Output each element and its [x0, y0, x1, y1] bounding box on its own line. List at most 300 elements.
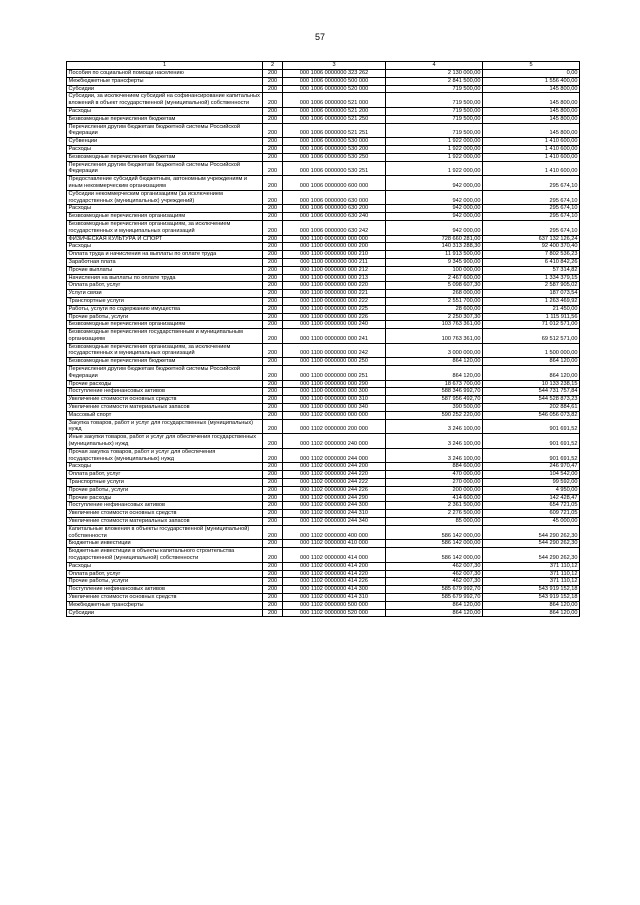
budget-classification-code: 000 1102 0000000 500 000: [283, 601, 386, 609]
table-row: [67, 570, 580, 578]
executed-amount: 1 500 000,00: [483, 343, 580, 358]
table-row: [67, 479, 580, 487]
executed-amount: 202 884,61: [483, 404, 580, 412]
approved-amount: 103 763 361,00: [386, 321, 483, 329]
approved-amount: 18 673 700,00: [386, 380, 483, 388]
budget-classification-code: 000 1100 0000000 000 300: [283, 388, 386, 396]
budget-classification-code: 000 1100 0000000 000 225: [283, 305, 386, 313]
executed-amount: 544 290 262,30: [483, 548, 580, 563]
table-row: [67, 161, 580, 176]
executed-amount: 6 410 842,26: [483, 258, 580, 266]
table-row: [67, 562, 580, 570]
row-code-line: 200: [263, 190, 283, 205]
approved-amount: 1 922 000,00: [386, 153, 483, 161]
row-label: Субсидии: [67, 85, 263, 93]
budget-classification-code: 000 1006 0000000 630 200: [283, 205, 386, 213]
row-label: Безвозмездные перечисления государственным и муниципальным организациям: [67, 329, 263, 344]
row-label: Предоставление субсидий бюджетным, автономным учреждениям и иным некоммерческим организациям: [67, 176, 263, 191]
row-label: Поступление нефинансовых активов: [67, 502, 263, 510]
row-code-line: 200: [263, 329, 283, 344]
row-code-line: 200: [263, 93, 283, 108]
approved-amount: 85 000,00: [386, 518, 483, 526]
table-row: [67, 313, 580, 321]
row-code-line: 200: [263, 358, 283, 366]
executed-amount: 1 556 400,00: [483, 77, 580, 85]
row-code-line: 200: [263, 290, 283, 298]
budget-classification-code: 000 1100 0000000 000 251: [283, 366, 386, 381]
table-row: [67, 297, 580, 305]
executed-amount: 371 110,12: [483, 562, 580, 570]
row-label: Прочие работы, услуги: [67, 578, 263, 586]
approved-amount: 942 000,00: [386, 176, 483, 191]
budget-classification-code: 000 1102 0000000 414 000: [283, 548, 386, 563]
executed-amount: 371 110,12: [483, 578, 580, 586]
row-label: Межбюджетные трансферты: [67, 77, 263, 85]
row-code-line: 200: [263, 235, 283, 243]
table-row: [67, 85, 580, 93]
row-code-line: 200: [263, 411, 283, 419]
approved-amount: 268 000,00: [386, 290, 483, 298]
executed-amount: 0,00: [483, 70, 580, 78]
row-code-line: 200: [263, 138, 283, 146]
approved-amount: 719 500,00: [386, 123, 483, 138]
row-label: Увеличение стоимости основных средств: [67, 593, 263, 601]
budget-classification-code: 000 1100 0000000 000 222: [283, 297, 386, 305]
row-code-line: 200: [263, 463, 283, 471]
executed-amount: 901 691,52: [483, 434, 580, 449]
table-row: [67, 70, 580, 78]
budget-classification-code: 000 1102 0000000 244 340: [283, 518, 386, 526]
approved-amount: 942 000,00: [386, 213, 483, 221]
budget-classification-code: 000 1100 0000000 000 250: [283, 358, 386, 366]
row-code-line: 200: [263, 366, 283, 381]
executed-amount: 1 410 600,00: [483, 153, 580, 161]
budget-classification-code: 000 1006 0000000 600 000: [283, 176, 386, 191]
table-row: [67, 510, 580, 518]
budget-classification-code: 000 1006 0000000 630 000: [283, 190, 386, 205]
row-code-line: 200: [263, 258, 283, 266]
budget-classification-code: 000 1102 0000000 200 000: [283, 419, 386, 434]
column-header: 1: [67, 62, 263, 70]
budget-classification-code: 000 1100 0000000 000 211: [283, 258, 386, 266]
row-label: Поступление нефинансовых активов: [67, 388, 263, 396]
approved-amount: 586 142 000,00: [386, 540, 483, 548]
budget-classification-code: 000 1100 0000000 000 000: [283, 235, 386, 243]
executed-amount: 104 542,00: [483, 471, 580, 479]
budget-classification-code: 000 1102 0000000 410 000: [283, 540, 386, 548]
approved-amount: 462 007,30: [386, 562, 483, 570]
executed-amount: 1 410 600,00: [483, 161, 580, 176]
row-code-line: 200: [263, 578, 283, 586]
column-header: 4: [386, 62, 483, 70]
row-label: Капитальные вложения в объекты государственной (муниципальной) собственности: [67, 525, 263, 540]
approved-amount: 470 000,00: [386, 471, 483, 479]
approved-amount: 11 913 500,00: [386, 251, 483, 259]
budget-classification-code: 000 1006 0000000 323 262: [283, 70, 386, 78]
budget-classification-code: 000 1102 0000000 414 226: [283, 578, 386, 586]
row-code-line: 200: [263, 343, 283, 358]
row-label: Увеличение стоимости материальных запасов: [67, 404, 263, 412]
row-label: Транспортные услуги: [67, 479, 263, 487]
row-code-line: 200: [263, 77, 283, 85]
executed-amount: 901 691,52: [483, 448, 580, 463]
row-label: Бюджетные инвестиции в объекты капитального строительства государственной (муниципальной) собственности: [67, 548, 263, 563]
budget-classification-code: 000 1102 0000000 244 300: [283, 502, 386, 510]
row-code-line: 200: [263, 70, 283, 78]
row-label: Увеличение стоимости материальных запасов: [67, 518, 263, 526]
table-row: [67, 525, 580, 540]
row-code-line: 200: [263, 321, 283, 329]
executed-amount: 69 512 571,00: [483, 329, 580, 344]
approved-amount: 942 000,00: [386, 220, 483, 235]
row-label: Прочие работы, услуги: [67, 486, 263, 494]
table-row: [67, 282, 580, 290]
executed-amount: 145 800,00: [483, 123, 580, 138]
table-row: [67, 305, 580, 313]
budget-classification-code: 000 1100 0000000 000 210: [283, 251, 386, 259]
row-label: Увеличение стоимости основных средств: [67, 396, 263, 404]
row-code-line: 200: [263, 510, 283, 518]
executed-amount: 1 410 600,00: [483, 138, 580, 146]
row-label: Субвенции: [67, 138, 263, 146]
budget-classification-code: 000 1102 0000000 520 000: [283, 609, 386, 617]
budget-classification-code: 000 1102 0000000 414 220: [283, 570, 386, 578]
budget-classification-code: 000 1100 0000000 000 340: [283, 404, 386, 412]
table-row: [67, 601, 580, 609]
executed-amount: 295 674,10: [483, 205, 580, 213]
row-label: Поступление нефинансовых активов: [67, 586, 263, 594]
table-header-row: [67, 62, 580, 70]
table-row: [67, 138, 580, 146]
row-code-line: 200: [263, 282, 283, 290]
row-label: Прочие выплаты: [67, 266, 263, 274]
approved-amount: 585 679 992,70: [386, 586, 483, 594]
approved-amount: 414 600,00: [386, 494, 483, 502]
row-label: Работы, услуги по содержанию имущества: [67, 305, 263, 313]
row-code-line: 200: [263, 518, 283, 526]
approved-amount: 2 276 500,00: [386, 510, 483, 518]
table-row: [67, 548, 580, 563]
row-label: Прочая закупка товаров, работ и услуг для обеспечения государственных (муниципальных) нужд: [67, 448, 263, 463]
table-row: [67, 153, 580, 161]
approved-amount: 2 130 000,00: [386, 70, 483, 78]
table-row: [67, 388, 580, 396]
row-code-line: 200: [263, 494, 283, 502]
row-label: Массовый спорт: [67, 411, 263, 419]
row-code-line: 200: [263, 548, 283, 563]
row-code-line: 200: [263, 479, 283, 487]
budget-classification-code: 000 1006 0000000 521 250: [283, 115, 386, 123]
row-label: Расходы: [67, 145, 263, 153]
approved-amount: 585 679 992,70: [386, 593, 483, 601]
row-label: Пособия по социальной помощи населению: [67, 70, 263, 78]
executed-amount: 544 290 262,30: [483, 525, 580, 540]
executed-amount: 543 919 152,18: [483, 586, 580, 594]
page-number: 57: [314, 32, 325, 42]
approved-amount: 100 000,00: [386, 266, 483, 274]
row-code-line: 200: [263, 243, 283, 251]
budget-classification-code: 000 1100 0000000 000 240: [283, 321, 386, 329]
row-label: Безвозмездные перечисления бюджетам: [67, 358, 263, 366]
table-row: [67, 419, 580, 434]
budget-classification-code: 000 1006 0000000 530 200: [283, 145, 386, 153]
budget-classification-code: 000 1102 0000000 414 300: [283, 586, 386, 594]
table-row: [67, 411, 580, 419]
executed-amount: 295 674,10: [483, 213, 580, 221]
budget-classification-code: 000 1100 0000000 000 226: [283, 313, 386, 321]
table-row: [67, 540, 580, 548]
executed-amount: 246 970,47: [483, 463, 580, 471]
row-code-line: 200: [263, 153, 283, 161]
executed-amount: 295 674,10: [483, 220, 580, 235]
row-label: Безвозмездные перечисления организациям, за исключением государственных и муниципальных организаций: [67, 220, 263, 235]
table-row: [67, 366, 580, 381]
approved-amount: 1 922 000,00: [386, 161, 483, 176]
budget-classification-code: 000 1100 0000000 000 290: [283, 380, 386, 388]
approved-amount: 9 345 900,00: [386, 258, 483, 266]
budget-classification-code: 000 1100 0000000 000 310: [283, 396, 386, 404]
row-label: Субсидии, за исключением субсидий на софинансирование капитальных вложений в объект государственной (муниципальной) собственности: [67, 93, 263, 108]
row-label: Закупка товаров, работ и услуг для государственных (муниципальных) нужд: [67, 419, 263, 434]
approved-amount: 2 841 500,00: [386, 77, 483, 85]
table-row: [67, 471, 580, 479]
table-row: [67, 396, 580, 404]
budget-classification-code: 000 1100 0000000 000 241: [283, 329, 386, 344]
approved-amount: 270 000,00: [386, 479, 483, 487]
approved-amount: 719 500,00: [386, 115, 483, 123]
budget-classification-code: 000 1100 0000000 000 200: [283, 243, 386, 251]
table-row: [67, 243, 580, 251]
row-label: Субсидии: [67, 609, 263, 617]
approved-amount: 586 142 000,00: [386, 525, 483, 540]
approved-amount: 1 922 000,00: [386, 145, 483, 153]
table-row: [67, 448, 580, 463]
column-header: 3: [283, 62, 386, 70]
row-label: Безвозмездные перечисления организациям: [67, 321, 263, 329]
table-row: [67, 274, 580, 282]
row-code-line: 200: [263, 220, 283, 235]
budget-classification-code: 000 1102 0000000 414 200: [283, 562, 386, 570]
row-label: Прочие расходы: [67, 380, 263, 388]
row-code-line: 200: [263, 123, 283, 138]
budget-classification-code: 000 1102 0000000 240 000: [283, 434, 386, 449]
budget-classification-code: 000 1102 0000000 244 310: [283, 510, 386, 518]
row-code-line: 200: [263, 107, 283, 115]
approved-amount: 140 313 288,30: [386, 243, 483, 251]
budget-classification-code: 000 1102 0000000 244 226: [283, 486, 386, 494]
budget-classification-code: 000 1006 0000000 530 000: [283, 138, 386, 146]
row-code-line: 200: [263, 486, 283, 494]
budget-classification-code: 000 1102 0000000 400 000: [283, 525, 386, 540]
row-code-line: 200: [263, 396, 283, 404]
budget-classification-code: 000 1100 0000000 000 221: [283, 290, 386, 298]
executed-amount: 295 674,10: [483, 190, 580, 205]
table-row: [67, 77, 580, 85]
table-row: [67, 486, 580, 494]
approved-amount: 3 246 100,00: [386, 434, 483, 449]
table-row: [67, 502, 580, 510]
table-row: [67, 145, 580, 153]
approved-amount: 864 120,00: [386, 609, 483, 617]
executed-amount: 901 691,52: [483, 419, 580, 434]
table-row: [67, 321, 580, 329]
executed-amount: 4 950,00: [483, 486, 580, 494]
budget-classification-code: 000 1006 0000000 521 200: [283, 107, 386, 115]
row-label: Расходы: [67, 205, 263, 213]
approved-amount: 864 120,00: [386, 601, 483, 609]
row-code-line: 200: [263, 570, 283, 578]
row-label: Прочие расходы: [67, 494, 263, 502]
executed-amount: 544 731 757,84: [483, 388, 580, 396]
executed-amount: 145 800,00: [483, 93, 580, 108]
executed-amount: 1 334 379,15: [483, 274, 580, 282]
row-label: Безвозмездные перечисления бюджетам: [67, 115, 263, 123]
approved-amount: 462 007,30: [386, 578, 483, 586]
table-row: [67, 404, 580, 412]
executed-amount: 145 800,00: [483, 107, 580, 115]
executed-amount: 546 056 073,82: [483, 411, 580, 419]
executed-amount: 543 919 152,18: [483, 593, 580, 601]
approved-amount: 28 600,00: [386, 305, 483, 313]
row-code-line: 200: [263, 601, 283, 609]
executed-amount: 145 800,00: [483, 85, 580, 93]
approved-amount: 3 246 100,00: [386, 419, 483, 434]
row-code-line: 200: [263, 380, 283, 388]
budget-classification-code: 000 1102 0000000 244 200: [283, 463, 386, 471]
executed-amount: 864 120,00: [483, 601, 580, 609]
executed-amount: 654 721,05: [483, 502, 580, 510]
row-code-line: 200: [263, 115, 283, 123]
budget-classification-code: 000 1102 0000000 244 290: [283, 494, 386, 502]
approved-amount: 728 660 281,00: [386, 235, 483, 243]
executed-amount: 145 800,00: [483, 115, 580, 123]
approved-amount: 2 361 500,00: [386, 502, 483, 510]
row-label: Безвозмездные перечисления организациям, за исключением государственных и муниципальных организаций: [67, 343, 263, 358]
row-code-line: 200: [263, 609, 283, 617]
row-label: Оплата работ, услуг: [67, 282, 263, 290]
approved-amount: 2 467 600,00: [386, 274, 483, 282]
executed-amount: 187 073,54: [483, 290, 580, 298]
budget-classification-code: 000 1102 0000000 244 222: [283, 479, 386, 487]
row-code-line: 200: [263, 471, 283, 479]
column-header: 2: [263, 62, 283, 70]
approved-amount: 864 120,00: [386, 366, 483, 381]
table-row: [67, 434, 580, 449]
approved-amount: 1 922 000,00: [386, 138, 483, 146]
executed-amount: 10 133 238,15: [483, 380, 580, 388]
executed-amount: 71 012 571,00: [483, 321, 580, 329]
table-row: [67, 205, 580, 213]
budget-classification-code: 000 1102 0000000 000 000: [283, 411, 386, 419]
approved-amount: 590 252 220,00: [386, 411, 483, 419]
table-row: [67, 115, 580, 123]
row-label: Безвозмездные перечисления организациям: [67, 213, 263, 221]
budget-classification-code: 000 1100 0000000 000 242: [283, 343, 386, 358]
executed-amount: 7 802 536,23: [483, 251, 580, 259]
row-code-line: 200: [263, 205, 283, 213]
row-label: Начисления на выплаты по оплате труда: [67, 274, 263, 282]
row-code-line: 200: [263, 502, 283, 510]
row-code-line: 200: [263, 266, 283, 274]
approved-amount: 884 600,00: [386, 463, 483, 471]
approved-amount: 3 246 100,00: [386, 448, 483, 463]
row-label: Увеличение стоимости основных средств: [67, 510, 263, 518]
approved-amount: 719 500,00: [386, 85, 483, 93]
budget-classification-code: 000 1006 0000000 530 250: [283, 153, 386, 161]
approved-amount: 942 000,00: [386, 205, 483, 213]
executed-amount: 637 132 126,24: [483, 235, 580, 243]
table-row: [67, 176, 580, 191]
row-code-line: 200: [263, 586, 283, 594]
approved-amount: 2 250 307,30: [386, 313, 483, 321]
table-row: [67, 463, 580, 471]
budget-classification-code: 000 1006 0000000 521 251: [283, 123, 386, 138]
table-row: [67, 586, 580, 594]
executed-amount: 45 000,00: [483, 518, 580, 526]
executed-amount: 864 120,00: [483, 609, 580, 617]
executed-amount: 92 400 370,40: [483, 243, 580, 251]
table-row: [67, 220, 580, 235]
table-row: [67, 329, 580, 344]
row-label: Оплата работ, услуг: [67, 570, 263, 578]
row-code-line: 200: [263, 145, 283, 153]
row-code-line: 200: [263, 448, 283, 463]
approved-amount: 587 956 492,70: [386, 396, 483, 404]
row-code-line: 200: [263, 388, 283, 396]
table-row: [67, 266, 580, 274]
row-code-line: 200: [263, 251, 283, 259]
row-label: Расходы: [67, 243, 263, 251]
budget-classification-code: 000 1102 0000000 244 220: [283, 471, 386, 479]
approved-amount: 2 551 700,00: [386, 297, 483, 305]
table-row: [67, 123, 580, 138]
row-code-line: 200: [263, 593, 283, 601]
row-label: Перечисления другим бюджетам бюджетной системы Российской Федерации: [67, 366, 263, 381]
table-row: [67, 93, 580, 108]
row-code-line: 200: [263, 434, 283, 449]
budget-classification-code: 000 1100 0000000 000 220: [283, 282, 386, 290]
row-code-line: 200: [263, 525, 283, 540]
row-label: Расходы: [67, 107, 263, 115]
budget-classification-code: 000 1102 0000000 244 000: [283, 448, 386, 463]
table-row: [67, 258, 580, 266]
row-code-line: 200: [263, 404, 283, 412]
row-code-line: 200: [263, 540, 283, 548]
row-code-line: 200: [263, 313, 283, 321]
executed-amount: 142 428,47: [483, 494, 580, 502]
row-label: Транспортные услуги: [67, 297, 263, 305]
approved-amount: 588 346 992,70: [386, 388, 483, 396]
row-code-line: 200: [263, 274, 283, 282]
executed-amount: 1 410 600,00: [483, 145, 580, 153]
table-row: [67, 518, 580, 526]
table-row: [67, 358, 580, 366]
row-label: ФИЗИЧЕСКАЯ КУЛЬТУРА И СПОРТ: [67, 235, 263, 243]
row-label: Субсидии некоммерческим организациям (за исключением государственных (муниципальных) учреждений): [67, 190, 263, 205]
budget-classification-code: 000 1102 0000000 414 310: [283, 593, 386, 601]
executed-amount: 1 115 911,56: [483, 313, 580, 321]
row-label: Расходы: [67, 463, 263, 471]
table-row: [67, 578, 580, 586]
budget-classification-code: 000 1006 0000000 521 000: [283, 93, 386, 108]
table-row: [67, 380, 580, 388]
row-label: Бюджетные инвестиции: [67, 540, 263, 548]
budget-classification-code: 000 1006 0000000 530 251: [283, 161, 386, 176]
approved-amount: 864 120,00: [386, 358, 483, 366]
row-label: Услуги связи: [67, 290, 263, 298]
row-label: Перечисления другим бюджетам бюджетной системы Российской Федерации: [67, 161, 263, 176]
table-row: [67, 290, 580, 298]
